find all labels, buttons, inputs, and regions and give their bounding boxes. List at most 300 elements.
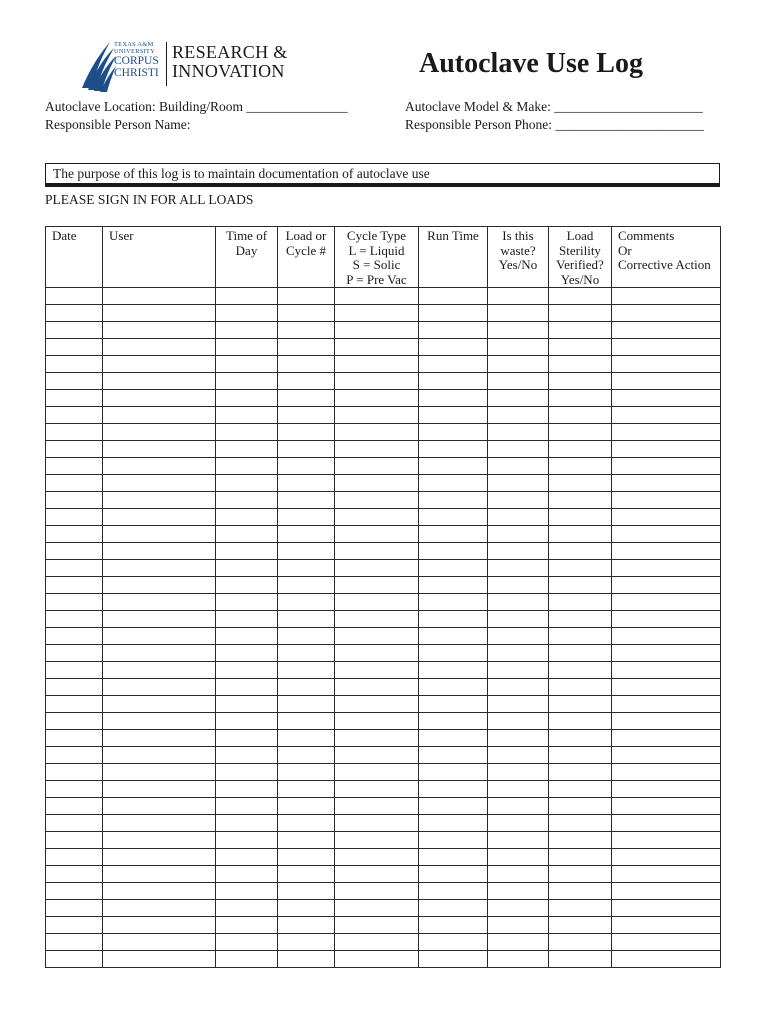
- table-cell[interactable]: [612, 900, 721, 917]
- table-cell[interactable]: [278, 356, 335, 373]
- table-cell[interactable]: [103, 934, 216, 951]
- table-cell[interactable]: [419, 696, 488, 713]
- table-cell[interactable]: [103, 900, 216, 917]
- table-cell[interactable]: [278, 883, 335, 900]
- table-cell[interactable]: [335, 305, 419, 322]
- table-cell[interactable]: [612, 373, 721, 390]
- table-cell[interactable]: [419, 866, 488, 883]
- table-cell[interactable]: [103, 764, 216, 781]
- table-cell[interactable]: [335, 356, 419, 373]
- table-cell[interactable]: [335, 407, 419, 424]
- table-cell[interactable]: [216, 509, 278, 526]
- table-cell[interactable]: [216, 492, 278, 509]
- table-cell[interactable]: [335, 764, 419, 781]
- table-cell[interactable]: [103, 917, 216, 934]
- table-cell[interactable]: [419, 662, 488, 679]
- table-cell[interactable]: [612, 747, 721, 764]
- table-cell[interactable]: [216, 424, 278, 441]
- table-cell[interactable]: [103, 407, 216, 424]
- table-cell[interactable]: [419, 951, 488, 968]
- table-cell[interactable]: [335, 288, 419, 305]
- table-cell[interactable]: [419, 781, 488, 798]
- table-cell[interactable]: [335, 390, 419, 407]
- table-cell[interactable]: [278, 747, 335, 764]
- table-cell[interactable]: [216, 441, 278, 458]
- table-cell[interactable]: [46, 781, 103, 798]
- table-cell[interactable]: [278, 849, 335, 866]
- table-cell[interactable]: [419, 560, 488, 577]
- table-cell[interactable]: [488, 611, 549, 628]
- table-cell[interactable]: [46, 832, 103, 849]
- table-cell[interactable]: [612, 713, 721, 730]
- table-cell[interactable]: [549, 560, 612, 577]
- table-cell[interactable]: [278, 662, 335, 679]
- table-cell[interactable]: [612, 781, 721, 798]
- table-cell[interactable]: [278, 339, 335, 356]
- table-cell[interactable]: [216, 764, 278, 781]
- table-cell[interactable]: [335, 679, 419, 696]
- table-cell[interactable]: [335, 934, 419, 951]
- table-cell[interactable]: [612, 288, 721, 305]
- table-cell[interactable]: [103, 815, 216, 832]
- table-cell[interactable]: [103, 373, 216, 390]
- table-cell[interactable]: [612, 951, 721, 968]
- table-cell[interactable]: [278, 679, 335, 696]
- table-cell[interactable]: [612, 730, 721, 747]
- table-cell[interactable]: [612, 424, 721, 441]
- table-cell[interactable]: [419, 883, 488, 900]
- table-cell[interactable]: [216, 475, 278, 492]
- table-cell[interactable]: [335, 730, 419, 747]
- table-cell[interactable]: [46, 900, 103, 917]
- table-cell[interactable]: [46, 322, 103, 339]
- table-cell[interactable]: [46, 424, 103, 441]
- table-cell[interactable]: [278, 373, 335, 390]
- table-cell[interactable]: [216, 322, 278, 339]
- table-cell[interactable]: [419, 356, 488, 373]
- table-cell[interactable]: [488, 322, 549, 339]
- table-cell[interactable]: [46, 611, 103, 628]
- table-cell[interactable]: [488, 560, 549, 577]
- table-cell[interactable]: [216, 832, 278, 849]
- table-cell[interactable]: [612, 917, 721, 934]
- table-cell[interactable]: [549, 458, 612, 475]
- table-cell[interactable]: [612, 560, 721, 577]
- table-cell[interactable]: [46, 730, 103, 747]
- table-cell[interactable]: [419, 339, 488, 356]
- table-cell[interactable]: [612, 866, 721, 883]
- table-cell[interactable]: [216, 900, 278, 917]
- table-cell[interactable]: [488, 509, 549, 526]
- table-cell[interactable]: [612, 543, 721, 560]
- table-cell[interactable]: [103, 543, 216, 560]
- table-cell[interactable]: [335, 713, 419, 730]
- table-cell[interactable]: [488, 781, 549, 798]
- table-cell[interactable]: [419, 900, 488, 917]
- table-cell[interactable]: [549, 322, 612, 339]
- table-cell[interactable]: [612, 696, 721, 713]
- table-cell[interactable]: [103, 713, 216, 730]
- table-cell[interactable]: [278, 832, 335, 849]
- table-cell[interactable]: [103, 679, 216, 696]
- table-cell[interactable]: [46, 543, 103, 560]
- table-cell[interactable]: [612, 934, 721, 951]
- table-cell[interactable]: [278, 628, 335, 645]
- table-cell[interactable]: [46, 747, 103, 764]
- table-cell[interactable]: [46, 594, 103, 611]
- table-cell[interactable]: [549, 934, 612, 951]
- table-cell[interactable]: [278, 577, 335, 594]
- table-cell[interactable]: [103, 798, 216, 815]
- table-cell[interactable]: [216, 866, 278, 883]
- table-cell[interactable]: [216, 662, 278, 679]
- table-cell[interactable]: [419, 747, 488, 764]
- table-cell[interactable]: [612, 305, 721, 322]
- table-cell[interactable]: [419, 628, 488, 645]
- table-cell[interactable]: [419, 492, 488, 509]
- table-cell[interactable]: [549, 475, 612, 492]
- table-cell[interactable]: [278, 458, 335, 475]
- table-cell[interactable]: [419, 509, 488, 526]
- table-cell[interactable]: [335, 747, 419, 764]
- table-cell[interactable]: [335, 611, 419, 628]
- table-cell[interactable]: [549, 730, 612, 747]
- table-cell[interactable]: [612, 662, 721, 679]
- table-cell[interactable]: [419, 526, 488, 543]
- table-cell[interactable]: [612, 322, 721, 339]
- table-cell[interactable]: [46, 509, 103, 526]
- table-cell[interactable]: [216, 577, 278, 594]
- table-cell[interactable]: [419, 390, 488, 407]
- table-cell[interactable]: [335, 526, 419, 543]
- table-cell[interactable]: [46, 934, 103, 951]
- table-cell[interactable]: [46, 577, 103, 594]
- table-cell[interactable]: [488, 866, 549, 883]
- table-cell[interactable]: [549, 407, 612, 424]
- table-cell[interactable]: [216, 951, 278, 968]
- table-cell[interactable]: [335, 628, 419, 645]
- table-cell[interactable]: [488, 305, 549, 322]
- table-cell[interactable]: [335, 849, 419, 866]
- table-cell[interactable]: [278, 560, 335, 577]
- table-cell[interactable]: [46, 849, 103, 866]
- table-cell[interactable]: [46, 679, 103, 696]
- table-cell[interactable]: [216, 305, 278, 322]
- table-cell[interactable]: [216, 883, 278, 900]
- table-cell[interactable]: [216, 611, 278, 628]
- table-cell[interactable]: [103, 339, 216, 356]
- table-cell[interactable]: [488, 645, 549, 662]
- table-cell[interactable]: [612, 458, 721, 475]
- table-cell[interactable]: [103, 611, 216, 628]
- table-cell[interactable]: [46, 356, 103, 373]
- table-cell[interactable]: [103, 866, 216, 883]
- table-cell[interactable]: [46, 492, 103, 509]
- table-cell[interactable]: [103, 509, 216, 526]
- table-cell[interactable]: [335, 951, 419, 968]
- table-cell[interactable]: [612, 390, 721, 407]
- table-cell[interactable]: [335, 696, 419, 713]
- table-cell[interactable]: [549, 679, 612, 696]
- table-cell[interactable]: [549, 900, 612, 917]
- table-cell[interactable]: [278, 424, 335, 441]
- table-cell[interactable]: [46, 526, 103, 543]
- table-cell[interactable]: [278, 917, 335, 934]
- table-cell[interactable]: [549, 951, 612, 968]
- table-cell[interactable]: [549, 747, 612, 764]
- table-cell[interactable]: [488, 713, 549, 730]
- table-cell[interactable]: [278, 951, 335, 968]
- table-cell[interactable]: [488, 390, 549, 407]
- table-cell[interactable]: [488, 662, 549, 679]
- table-cell[interactable]: [216, 560, 278, 577]
- table-cell[interactable]: [335, 832, 419, 849]
- table-cell[interactable]: [549, 288, 612, 305]
- table-cell[interactable]: [549, 764, 612, 781]
- table-cell[interactable]: [278, 543, 335, 560]
- table-cell[interactable]: [46, 458, 103, 475]
- table-cell[interactable]: [488, 832, 549, 849]
- table-cell[interactable]: [612, 815, 721, 832]
- table-cell[interactable]: [419, 475, 488, 492]
- table-cell[interactable]: [612, 526, 721, 543]
- table-cell[interactable]: [335, 900, 419, 917]
- table-cell[interactable]: [278, 934, 335, 951]
- table-cell[interactable]: [488, 883, 549, 900]
- table-cell[interactable]: [103, 883, 216, 900]
- table-cell[interactable]: [103, 696, 216, 713]
- table-cell[interactable]: [488, 356, 549, 373]
- table-cell[interactable]: [488, 628, 549, 645]
- table-cell[interactable]: [612, 849, 721, 866]
- table-cell[interactable]: [103, 441, 216, 458]
- table-cell[interactable]: [549, 696, 612, 713]
- table-cell[interactable]: [335, 441, 419, 458]
- table-cell[interactable]: [488, 934, 549, 951]
- table-cell[interactable]: [549, 424, 612, 441]
- table-cell[interactable]: [103, 645, 216, 662]
- table-cell[interactable]: [419, 764, 488, 781]
- table-cell[interactable]: [419, 322, 488, 339]
- table-cell[interactable]: [612, 628, 721, 645]
- table-cell[interactable]: [216, 917, 278, 934]
- table-cell[interactable]: [612, 475, 721, 492]
- table-cell[interactable]: [549, 543, 612, 560]
- table-cell[interactable]: [216, 815, 278, 832]
- table-cell[interactable]: [549, 849, 612, 866]
- table-cell[interactable]: [419, 305, 488, 322]
- table-cell[interactable]: [549, 373, 612, 390]
- table-cell[interactable]: [278, 900, 335, 917]
- table-cell[interactable]: [549, 781, 612, 798]
- table-cell[interactable]: [549, 883, 612, 900]
- table-cell[interactable]: [549, 917, 612, 934]
- table-cell[interactable]: [488, 917, 549, 934]
- table-cell[interactable]: [335, 424, 419, 441]
- table-cell[interactable]: [612, 339, 721, 356]
- table-cell[interactable]: [216, 798, 278, 815]
- table-cell[interactable]: [46, 713, 103, 730]
- table-cell[interactable]: [419, 679, 488, 696]
- table-cell[interactable]: [488, 543, 549, 560]
- table-cell[interactable]: [103, 322, 216, 339]
- table-cell[interactable]: [278, 798, 335, 815]
- table-cell[interactable]: [335, 798, 419, 815]
- table-cell[interactable]: [278, 288, 335, 305]
- table-cell[interactable]: [612, 645, 721, 662]
- table-cell[interactable]: [278, 713, 335, 730]
- table-cell[interactable]: [488, 441, 549, 458]
- table-cell[interactable]: [419, 543, 488, 560]
- table-cell[interactable]: [46, 441, 103, 458]
- table-cell[interactable]: [278, 645, 335, 662]
- table-cell[interactable]: [46, 662, 103, 679]
- table-cell[interactable]: [103, 951, 216, 968]
- table-cell[interactable]: [419, 849, 488, 866]
- table-cell[interactable]: [335, 322, 419, 339]
- table-cell[interactable]: [335, 883, 419, 900]
- table-cell[interactable]: [103, 560, 216, 577]
- table-cell[interactable]: [46, 628, 103, 645]
- table-cell[interactable]: [419, 730, 488, 747]
- table-cell[interactable]: [488, 577, 549, 594]
- table-cell[interactable]: [216, 679, 278, 696]
- table-cell[interactable]: [103, 747, 216, 764]
- table-cell[interactable]: [549, 526, 612, 543]
- table-cell[interactable]: [612, 594, 721, 611]
- table-cell[interactable]: [278, 390, 335, 407]
- table-cell[interactable]: [103, 475, 216, 492]
- table-cell[interactable]: [46, 407, 103, 424]
- table-cell[interactable]: [419, 441, 488, 458]
- table-cell[interactable]: [612, 832, 721, 849]
- table-cell[interactable]: [549, 628, 612, 645]
- table-cell[interactable]: [103, 492, 216, 509]
- table-cell[interactable]: [549, 441, 612, 458]
- table-cell[interactable]: [549, 577, 612, 594]
- table-cell[interactable]: [419, 594, 488, 611]
- table-cell[interactable]: [278, 594, 335, 611]
- table-cell[interactable]: [549, 645, 612, 662]
- table-cell[interactable]: [419, 815, 488, 832]
- table-cell[interactable]: [612, 577, 721, 594]
- table-cell[interactable]: [549, 713, 612, 730]
- table-cell[interactable]: [549, 662, 612, 679]
- table-cell[interactable]: [103, 526, 216, 543]
- table-cell[interactable]: [278, 730, 335, 747]
- table-cell[interactable]: [46, 305, 103, 322]
- table-cell[interactable]: [335, 560, 419, 577]
- table-cell[interactable]: [278, 322, 335, 339]
- table-cell[interactable]: [103, 594, 216, 611]
- table-cell[interactable]: [488, 475, 549, 492]
- table-cell[interactable]: [103, 628, 216, 645]
- table-cell[interactable]: [46, 475, 103, 492]
- table-cell[interactable]: [278, 764, 335, 781]
- table-cell[interactable]: [549, 866, 612, 883]
- table-cell[interactable]: [216, 934, 278, 951]
- table-cell[interactable]: [488, 288, 549, 305]
- table-cell[interactable]: [103, 781, 216, 798]
- table-cell[interactable]: [549, 815, 612, 832]
- table-cell[interactable]: [103, 288, 216, 305]
- table-cell[interactable]: [488, 679, 549, 696]
- table-cell[interactable]: [46, 764, 103, 781]
- table-cell[interactable]: [419, 577, 488, 594]
- table-cell[interactable]: [549, 594, 612, 611]
- table-cell[interactable]: [335, 662, 419, 679]
- table-cell[interactable]: [488, 730, 549, 747]
- table-cell[interactable]: [103, 305, 216, 322]
- table-cell[interactable]: [488, 696, 549, 713]
- table-cell[interactable]: [335, 458, 419, 475]
- table-cell[interactable]: [335, 594, 419, 611]
- table-cell[interactable]: [103, 730, 216, 747]
- table-cell[interactable]: [335, 543, 419, 560]
- table-cell[interactable]: [488, 526, 549, 543]
- table-cell[interactable]: [216, 696, 278, 713]
- table-cell[interactable]: [216, 849, 278, 866]
- table-cell[interactable]: [488, 458, 549, 475]
- table-cell[interactable]: [335, 781, 419, 798]
- table-cell[interactable]: [549, 798, 612, 815]
- table-cell[interactable]: [46, 866, 103, 883]
- table-cell[interactable]: [216, 407, 278, 424]
- table-cell[interactable]: [612, 441, 721, 458]
- table-cell[interactable]: [103, 356, 216, 373]
- table-cell[interactable]: [612, 492, 721, 509]
- table-cell[interactable]: [612, 883, 721, 900]
- table-cell[interactable]: [278, 781, 335, 798]
- table-cell[interactable]: [278, 526, 335, 543]
- table-cell[interactable]: [612, 509, 721, 526]
- table-cell[interactable]: [46, 798, 103, 815]
- table-cell[interactable]: [419, 934, 488, 951]
- table-cell[interactable]: [488, 492, 549, 509]
- table-cell[interactable]: [278, 441, 335, 458]
- table-cell[interactable]: [278, 407, 335, 424]
- table-cell[interactable]: [46, 373, 103, 390]
- table-cell[interactable]: [549, 611, 612, 628]
- table-cell[interactable]: [335, 645, 419, 662]
- table-cell[interactable]: [488, 798, 549, 815]
- table-cell[interactable]: [216, 594, 278, 611]
- table-cell[interactable]: [419, 424, 488, 441]
- table-cell[interactable]: [216, 645, 278, 662]
- table-cell[interactable]: [216, 628, 278, 645]
- table-cell[interactable]: [216, 543, 278, 560]
- table-cell[interactable]: [216, 390, 278, 407]
- table-cell[interactable]: [103, 849, 216, 866]
- table-cell[interactable]: [488, 900, 549, 917]
- table-cell[interactable]: [278, 866, 335, 883]
- table-cell[interactable]: [419, 645, 488, 662]
- table-cell[interactable]: [46, 645, 103, 662]
- table-cell[interactable]: [335, 509, 419, 526]
- table-cell[interactable]: [335, 373, 419, 390]
- table-cell[interactable]: [216, 356, 278, 373]
- table-cell[interactable]: [419, 611, 488, 628]
- table-cell[interactable]: [46, 288, 103, 305]
- table-cell[interactable]: [46, 390, 103, 407]
- table-cell[interactable]: [549, 492, 612, 509]
- table-cell[interactable]: [46, 696, 103, 713]
- table-cell[interactable]: [488, 764, 549, 781]
- table-cell[interactable]: [216, 747, 278, 764]
- table-cell[interactable]: [216, 730, 278, 747]
- table-cell[interactable]: [46, 560, 103, 577]
- table-cell[interactable]: [103, 390, 216, 407]
